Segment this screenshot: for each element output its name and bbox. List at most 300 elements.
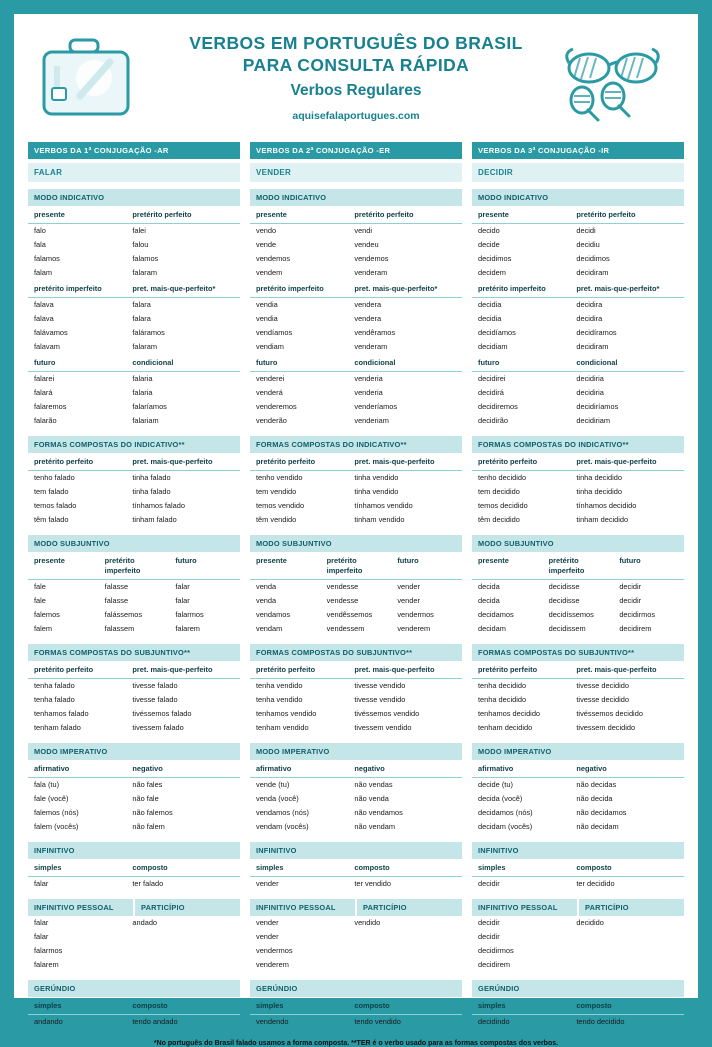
table-row [250, 1015, 462, 1031]
table-row [28, 916, 240, 930]
table-column-header: pret. mais-que-perfeito [126, 453, 240, 471]
table-row [472, 916, 684, 930]
table-column-header: simples [250, 997, 348, 1015]
table-cell: vendesse [326, 596, 359, 605]
columns-container [14, 142, 698, 1030]
table-row [472, 930, 684, 944]
table-row [472, 1015, 684, 1031]
table-cell: tenha decidido [478, 695, 527, 704]
table-cell: vender [397, 596, 420, 605]
table-cell: tinha vendido [354, 473, 399, 482]
table-cell: falei [132, 226, 146, 235]
table-row [472, 958, 684, 973]
table-cell: venderemos [256, 402, 297, 411]
table-cell: vendeu [354, 240, 379, 249]
table-cell: não vendamos [354, 808, 403, 817]
table-row [28, 326, 240, 340]
table-column-header: composto [348, 997, 462, 1015]
table-cell: tenho falado [34, 473, 75, 482]
table-row [28, 679, 240, 694]
table-row [28, 594, 240, 608]
table-cell: decidir [619, 582, 642, 591]
table-cell [570, 930, 684, 944]
table-cell: falassem [104, 624, 135, 633]
table-cell: tivesse falado [132, 681, 178, 690]
table-cell: decidir [478, 932, 500, 941]
table-cell: tenhamos decidido [478, 709, 541, 718]
table-row [250, 326, 462, 340]
table-row [250, 679, 462, 694]
table-cell: venderão [256, 416, 287, 425]
table-cell: tinha vendido [354, 487, 399, 496]
table-column-header: pret. mais-que-perfeito [570, 453, 684, 471]
table-row [472, 513, 684, 528]
table-column-header: pretérito imperfeito [472, 280, 570, 298]
conjugation-table [472, 760, 684, 835]
conjugation-table [250, 206, 462, 429]
table-cell: decidimos [478, 254, 512, 263]
table-cell: venderei [256, 374, 285, 383]
section-header: INFINITIVO [472, 842, 684, 859]
section-header [250, 899, 462, 916]
table-row [28, 792, 240, 806]
table-row [472, 238, 684, 252]
table-cell: vendam (vocês) [256, 822, 309, 831]
table-row [472, 326, 684, 340]
table-cell: falaram [132, 342, 158, 351]
table-row [472, 608, 684, 622]
table-column-header: pret. mais-que-perfeito* [126, 280, 240, 298]
table-column-header: futuro [391, 552, 462, 580]
table-row [250, 693, 462, 707]
conjugation-table [28, 760, 240, 835]
section-header [28, 899, 240, 916]
table-cell: tínhamos vendido [354, 501, 413, 510]
table-row [28, 400, 240, 414]
table-cell: não decida [576, 794, 613, 803]
section-header: INFINITIVO [28, 842, 240, 859]
table-cell: falar [34, 879, 49, 888]
table-column-header: afirmativo [28, 760, 126, 778]
table-cell: falo [34, 226, 46, 235]
table-cell: falasse [104, 582, 129, 591]
table-row [28, 312, 240, 326]
table-cell: tínhamos decidido [576, 501, 637, 510]
table-cell: tinha decidido [576, 473, 622, 482]
conjugation-table [28, 552, 240, 637]
table-row [250, 820, 462, 835]
table-row [28, 608, 240, 622]
table-column-header: composto [348, 859, 462, 877]
table-cell: decidindo [478, 1017, 510, 1026]
table-cell: decidirmos [619, 610, 656, 619]
table-row [472, 224, 684, 239]
section-header: FORMAS COMPOSTAS DO INDICATIVO** [250, 436, 462, 453]
table-row [28, 266, 240, 280]
table-row [472, 340, 684, 354]
table-row [472, 594, 684, 608]
table-cell: falem (vocês) [34, 822, 79, 831]
table-row [472, 298, 684, 313]
table-cell: temos decidido [478, 501, 528, 510]
table-row [250, 916, 462, 930]
table-cell: tivéssemos vendido [354, 709, 420, 718]
table-cell: venda [256, 596, 277, 605]
conjugation-table [28, 453, 240, 528]
table-row [472, 778, 684, 793]
table-row [250, 400, 462, 414]
table-cell: decide [478, 240, 500, 249]
table-cell: não falemos [132, 808, 173, 817]
section-header: MODO IMPERATIVO [250, 743, 462, 760]
conjugation-table [250, 760, 462, 835]
table-cell: decidíssemos [548, 610, 594, 619]
section-header: MODO INDICATIVO [472, 189, 684, 206]
conjugation-table [250, 661, 462, 736]
conjugation-column [28, 142, 240, 1030]
section-header: FORMAS COMPOSTAS DO INDICATIVO** [472, 436, 684, 453]
table-cell: não fales [132, 780, 163, 789]
section-header: GERÚNDIO [472, 980, 684, 997]
table-cell: decidido [576, 918, 604, 927]
table-cell: falavam [34, 342, 60, 351]
table-cell: vendera [354, 300, 382, 309]
table-column-header: composto [126, 859, 240, 877]
table-cell: falaremos [34, 402, 67, 411]
table-cell: falaram [132, 268, 158, 277]
table-column-header: simples [472, 997, 570, 1015]
table-cell: decidimos [576, 254, 610, 263]
table-row [250, 930, 462, 944]
table-column-header: pret. mais-que-perfeito* [348, 280, 462, 298]
table-row [28, 224, 240, 239]
table-cell: fala (tu) [34, 780, 60, 789]
table-row [250, 622, 462, 637]
table-cell: falar [34, 932, 49, 941]
column-header: VERBOS DA 2ª CONJUGAÇÃO -ER [250, 142, 462, 159]
table-cell: tivesse decidido [576, 695, 629, 704]
table-cell: ter vendido [354, 879, 391, 888]
table-cell: falar [34, 918, 49, 927]
table-cell: tinha decidido [576, 487, 622, 496]
table-row [28, 806, 240, 820]
table-cell: decidirão [478, 416, 508, 425]
table-cell: não fale [132, 794, 159, 803]
table-cell: tivéssemos falado [132, 709, 192, 718]
table-cell: falava [34, 300, 54, 309]
table-cell: falemos [34, 610, 60, 619]
table-cell: falem [34, 624, 53, 633]
sunglasses-icon [560, 38, 678, 122]
table-cell: decidira [576, 314, 603, 323]
table-cell: vendi [354, 226, 373, 235]
conjugation-table [250, 453, 462, 528]
table-cell: tivessem falado [132, 723, 184, 732]
table-column-header: pretérito perfeito [28, 453, 126, 471]
conjugation-table [472, 997, 684, 1030]
table-cell: falaria [132, 374, 153, 383]
table-cell: tenha vendido [256, 695, 303, 704]
table-row [28, 707, 240, 721]
table-cell: decidem [478, 268, 506, 277]
table-row [472, 414, 684, 429]
section-header-part: PARTICÍPIO [134, 899, 240, 916]
table-cell: vendem [256, 268, 283, 277]
table-cell: tenha vendido [256, 681, 303, 690]
table-row [472, 252, 684, 266]
table-cell: decidiremos [478, 402, 518, 411]
table-row [28, 944, 240, 958]
page-title-line1: VERBOS EM PORTUGUÊS DO BRASIL [189, 33, 523, 53]
table-column-header: pretérito perfeito [28, 661, 126, 679]
table-row [28, 485, 240, 499]
table-cell: venderá [256, 388, 283, 397]
table-cell: venderam [354, 342, 388, 351]
section-header-part: INFINITIVO PESSOAL [256, 903, 336, 912]
table-row [28, 1015, 240, 1031]
table-cell: tenha decidido [478, 681, 527, 690]
table-cell: vendam [256, 624, 283, 633]
table-cell: falarmos [175, 610, 204, 619]
table-column-header: presente [28, 206, 126, 224]
website-label: aquisefalaportugues.com [292, 110, 420, 122]
table-column-header: negativo [570, 760, 684, 778]
table-cell: não falem [132, 822, 165, 831]
table-cell: venderia [354, 388, 383, 397]
table-row [472, 580, 684, 595]
suitcase-icon [40, 36, 132, 120]
table-cell: venderam [354, 268, 388, 277]
table-cell: falaríamos [132, 402, 167, 411]
table-cell: decidiram [576, 268, 609, 277]
table-cell: falarem [34, 960, 59, 969]
table-row [472, 372, 684, 387]
table-column-header: pretérito perfeito [570, 206, 684, 224]
table-cell: falarão [34, 416, 57, 425]
table-column-header: pret. mais-que-perfeito [570, 661, 684, 679]
table-column-header: pretérito perfeito [250, 453, 348, 471]
table-column-header: pretérito perfeito [472, 661, 570, 679]
table-cell: decidia [478, 314, 502, 323]
table-row [250, 580, 462, 595]
table-row [472, 693, 684, 707]
table-cell: tínhamos falado [132, 501, 185, 510]
table-row [250, 944, 462, 958]
table-cell: tenho vendido [256, 473, 303, 482]
table-cell: fale [34, 596, 46, 605]
conjugation-table [472, 552, 684, 637]
table-column-header: pret. mais-que-perfeito [348, 661, 462, 679]
poster-header [14, 14, 698, 142]
conjugation-table [250, 916, 462, 973]
table-cell: decidam [478, 624, 506, 633]
table-cell: tendo andado [132, 1017, 178, 1026]
table-row [472, 877, 684, 893]
table-cell: decidiam [478, 342, 508, 351]
table-row [250, 372, 462, 387]
section-header: FORMAS COMPOSTAS DO SUBJUNTIVO** [28, 644, 240, 661]
page-title-line2: PARA CONSULTA RÁPIDA [242, 55, 470, 75]
table-row [28, 721, 240, 736]
table-cell: tivesse vendido [354, 681, 406, 690]
table-cell: decidirá [478, 388, 504, 397]
table-cell: não decidas [576, 780, 617, 789]
table-cell: decidam (vocês) [478, 822, 533, 831]
table-cell: falara [132, 314, 151, 323]
table-row [28, 622, 240, 637]
table-cell: venderia [354, 374, 383, 383]
table-row [472, 485, 684, 499]
table-cell: venderem [256, 960, 289, 969]
table-cell [348, 944, 462, 958]
table-column-header: pretérito perfeito [250, 661, 348, 679]
table-cell: vendia [256, 314, 278, 323]
table-cell: venderiam [354, 416, 389, 425]
table-row [250, 792, 462, 806]
table-row [472, 707, 684, 721]
table-cell [348, 958, 462, 973]
conjugation-table [472, 206, 684, 429]
table-row [250, 721, 462, 736]
conjugation-table [472, 661, 684, 736]
table-cell [570, 958, 684, 973]
table-row [28, 340, 240, 354]
table-column-header: pret. mais-que-perfeito* [570, 280, 684, 298]
conjugation-table [28, 206, 240, 429]
table-row [28, 778, 240, 793]
table-row [472, 679, 684, 694]
table-cell: tinha falado [132, 487, 171, 496]
table-cell: venda (você) [256, 794, 299, 803]
verb-name: DECIDIR [472, 163, 684, 182]
table-column-header: simples [28, 997, 126, 1015]
table-row [472, 312, 684, 326]
table-cell: vender [397, 582, 420, 591]
conjugation-table [472, 916, 684, 973]
table-row [28, 513, 240, 528]
table-cell: decide (tu) [478, 780, 513, 789]
table-column-header: pret. mais-que-perfeito [348, 453, 462, 471]
section-header: MODO SUBJUNTIVO [28, 535, 240, 552]
section-header: FORMAS COMPOSTAS DO SUBJUNTIVO** [472, 644, 684, 661]
table-row [472, 820, 684, 835]
table-column-header: pretérito imperfeito [543, 552, 614, 580]
table-cell: decidisse [548, 582, 580, 591]
table-cell: vendermos [256, 946, 293, 955]
table-column-header: pretérito perfeito [348, 206, 462, 224]
table-cell: falarem [175, 624, 200, 633]
table-row [472, 806, 684, 820]
table-cell: vendo [256, 226, 277, 235]
table-cell: vendêramos [354, 328, 396, 337]
table-column-header: negativo [348, 760, 462, 778]
table-cell: decidamos (nós) [478, 808, 533, 817]
table-cell: tenhamos vendido [256, 709, 317, 718]
table-cell [126, 944, 240, 958]
conjugation-column [472, 142, 684, 1030]
table-cell: decidiu [576, 240, 600, 249]
table-row [250, 958, 462, 973]
table-cell: temos falado [34, 501, 77, 510]
table-row [250, 414, 462, 429]
table-cell: vendamos [256, 610, 291, 619]
table-cell: tem vendido [256, 487, 297, 496]
table-cell: falemos (nós) [34, 808, 79, 817]
table-cell [348, 930, 462, 944]
table-cell: decidiriam [576, 416, 611, 425]
table-cell: vendemos [354, 254, 389, 263]
table-cell: decidamos [478, 610, 514, 619]
table-row [250, 471, 462, 486]
table-column-header: composto [570, 997, 684, 1015]
table-row [472, 721, 684, 736]
table-cell: falarei [34, 374, 55, 383]
table-cell: tendo vendido [354, 1017, 401, 1026]
table-column-header: futuro [169, 552, 240, 580]
section-header: MODO IMPERATIVO [28, 743, 240, 760]
table-cell: falar [175, 596, 190, 605]
table-cell: falariam [132, 416, 159, 425]
table-row [28, 930, 240, 944]
conjugation-table [472, 859, 684, 892]
table-cell: decidiria [576, 388, 604, 397]
table-cell: vendido [354, 918, 381, 927]
table-cell: vendemos [256, 254, 291, 263]
table-row [472, 386, 684, 400]
conjugation-table [472, 453, 684, 528]
table-column-header: condicional [348, 354, 462, 372]
table-cell: venda [256, 582, 277, 591]
verb-name: FALAR [28, 163, 240, 182]
table-column-header: negativo [126, 760, 240, 778]
table-cell: decidissem [548, 624, 586, 633]
table-row [28, 499, 240, 513]
table-row [28, 958, 240, 973]
poster-page [14, 14, 698, 1047]
table-row [28, 372, 240, 387]
table-column-header: simples [472, 859, 570, 877]
table-cell: falava [34, 314, 54, 323]
conjugation-table [28, 916, 240, 973]
table-cell: tivesse vendido [354, 695, 406, 704]
table-row [472, 792, 684, 806]
table-cell: tivesse decidido [576, 681, 629, 690]
table-cell: tenham decidido [478, 723, 533, 732]
table-row [472, 944, 684, 958]
table-cell: tivessem decidido [576, 723, 636, 732]
column-header: VERBOS DA 1ª CONJUGAÇÃO -AR [28, 142, 240, 159]
table-cell: decidira [576, 300, 603, 309]
table-column-header: presente [472, 206, 570, 224]
table-column-header: composto [126, 997, 240, 1015]
table-row [28, 471, 240, 486]
table-column-header: afirmativo [250, 760, 348, 778]
table-column-header: pretérito imperfeito [28, 280, 126, 298]
table-cell: fale (você) [34, 794, 69, 803]
section-header-part: INFINITIVO PESSOAL [478, 903, 558, 912]
table-row [250, 312, 462, 326]
table-cell: tivesse falado [132, 695, 178, 704]
table-row [472, 471, 684, 486]
table-cell: vendesse [326, 582, 359, 591]
table-cell: tenham vendido [256, 723, 309, 732]
conjugation-table [28, 661, 240, 736]
table-row [28, 877, 240, 893]
table-row [28, 298, 240, 313]
table-cell: vender [256, 932, 279, 941]
table-cell: têm falado [34, 515, 69, 524]
table-row [250, 485, 462, 499]
